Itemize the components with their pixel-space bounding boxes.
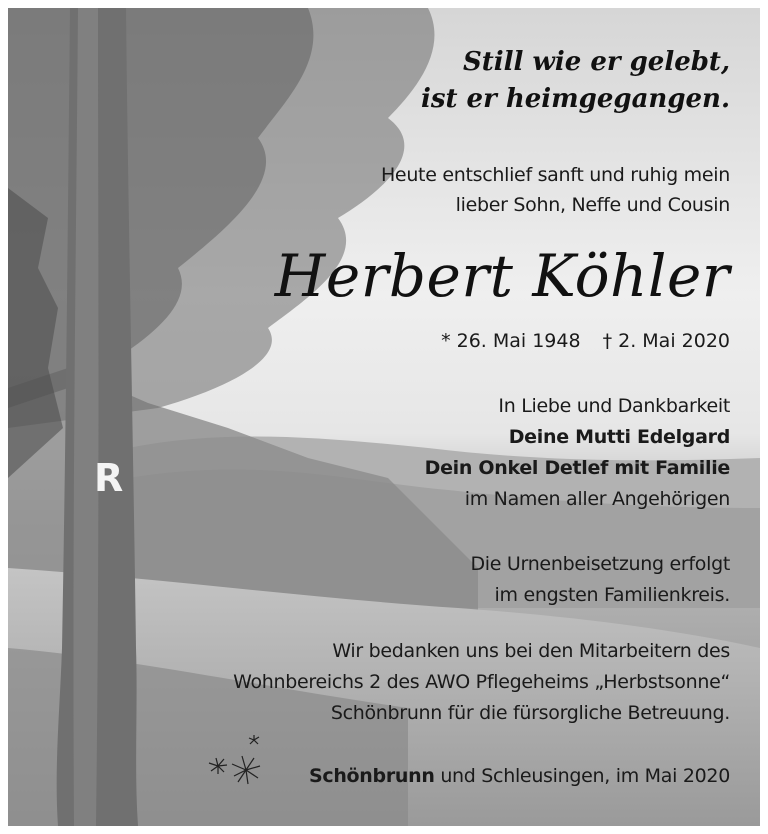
mourners-line-2: Deine Mutti Edelgard (508, 426, 730, 448)
signature-place: Schönbrunn (308, 765, 435, 787)
burial-block (130, 549, 730, 611)
mourners-line-1: In Liebe und Dankbarkeit (498, 395, 730, 417)
burial-line-1: Die Urnenbeisetzung erfolgt (470, 553, 730, 575)
mourners-line-3: Dein Onkel Detlef mit Familie (424, 457, 730, 479)
intro-line-1: Heute entschlief sanft und ruhig mein (380, 164, 730, 186)
thanks-line-1: Wir bedanken uns bei den Mitarbeitern des (332, 640, 730, 662)
thanks-block (130, 636, 730, 729)
motto (310, 44, 730, 118)
thanks-line-3: Schönbrunn für die fürsorgliche Betreuung. (330, 702, 730, 724)
birth-date: * 26. Mai 1948 (441, 330, 581, 352)
intro-text (310, 160, 730, 220)
mourners-line-4: im Namen aller Angehörigen (464, 488, 730, 510)
intro-line-2: lieber Sohn, Neffe und Cousin (455, 194, 730, 216)
death-date: † 2. Mai 2020 (602, 330, 730, 352)
motto-line-1: Still wie er gelebt, (463, 47, 730, 77)
tree-mark: R (94, 456, 124, 500)
deceased-name: Herbert Köhler (274, 242, 730, 310)
thanks-line-2: Wohnbereichs 2 des AWO Pflegeheims „Herbstsonne“ (233, 671, 730, 693)
motto-line-2: ist er heimgegangen. (420, 84, 730, 114)
life-dates (310, 326, 730, 356)
signature-rest: und Schleusingen, im Mai 2020 (434, 765, 730, 787)
burial-line-2: im engsten Familienkreis. (494, 584, 730, 606)
mourners-block (130, 391, 730, 515)
signature-line (170, 761, 730, 791)
